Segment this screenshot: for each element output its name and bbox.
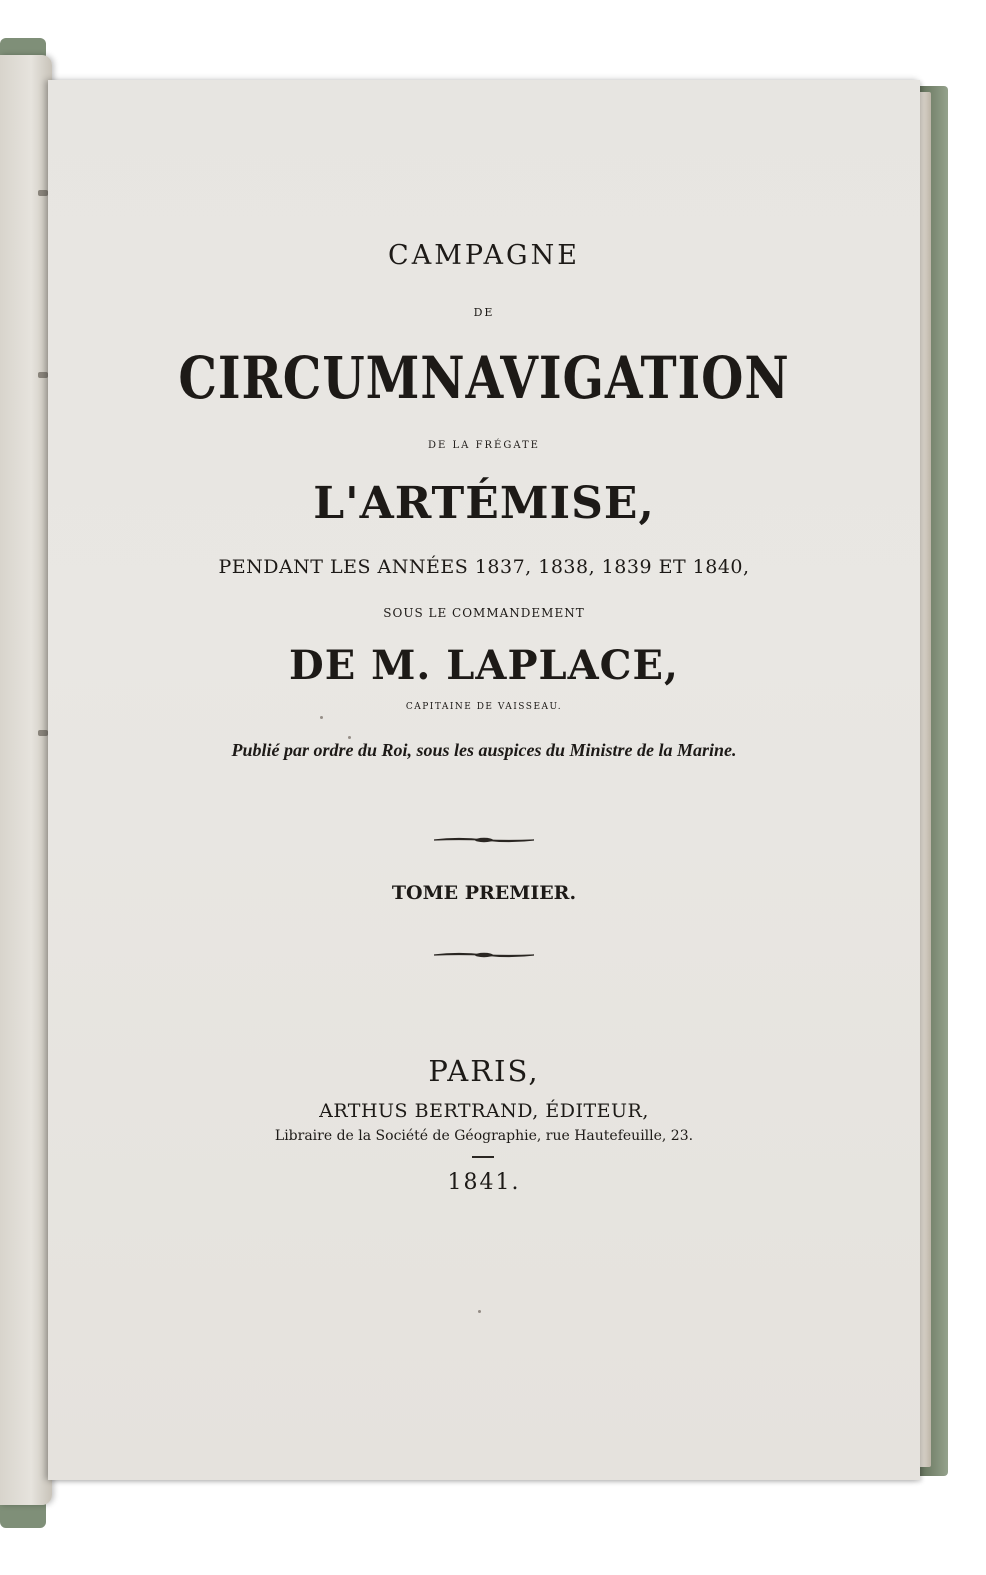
binding-stitch bbox=[38, 730, 48, 736]
title-laplace: DE M. LAPLACE, bbox=[289, 642, 679, 689]
binding-stitch bbox=[38, 190, 48, 196]
title-artemise: L'ARTÉMISE, bbox=[313, 478, 655, 529]
title-tome: TOME PREMIER. bbox=[391, 882, 577, 904]
verso-page-edge bbox=[0, 55, 52, 1505]
ornament-rule-icon bbox=[434, 951, 534, 959]
title-annees: PENDANT LES ANNÉES 1837, 1838, 1839 ET 1840, bbox=[218, 556, 750, 578]
foxing-spot bbox=[348, 736, 351, 739]
imprint-editeur: ARTHUS BERTRAND, ÉDITEUR, bbox=[319, 1100, 649, 1122]
title-page bbox=[48, 80, 920, 1480]
title-de-la-fregate: DE LA FRÉGATE bbox=[428, 440, 540, 451]
imprint-paris: PARIS, bbox=[428, 1054, 540, 1088]
imprint-libraire: Libraire de la Société de Géographie, rue Hautefeuille, 23. bbox=[274, 1128, 694, 1144]
imprint-year: 1841. bbox=[447, 1170, 521, 1195]
binding-stitch bbox=[38, 372, 48, 378]
foxing-spot bbox=[320, 716, 323, 719]
ornament-rule-icon bbox=[434, 836, 534, 844]
title-circumnavigation: CIRCUMNAVIGATION bbox=[178, 344, 790, 412]
title-campagne: CAMPAGNE bbox=[388, 240, 580, 271]
imprint-dash bbox=[472, 1156, 494, 1158]
title-publie: Publié par ordre du Roi, sous les auspices du Ministre de la Marine. bbox=[231, 740, 737, 760]
title-capitaine: CAPITAINE DE VAISSEAU. bbox=[405, 702, 563, 712]
title-de: DE bbox=[473, 306, 495, 319]
title-sous-le-commandement: SOUS LE COMMANDEMENT bbox=[383, 606, 585, 620]
foxing-spot bbox=[478, 1310, 481, 1313]
